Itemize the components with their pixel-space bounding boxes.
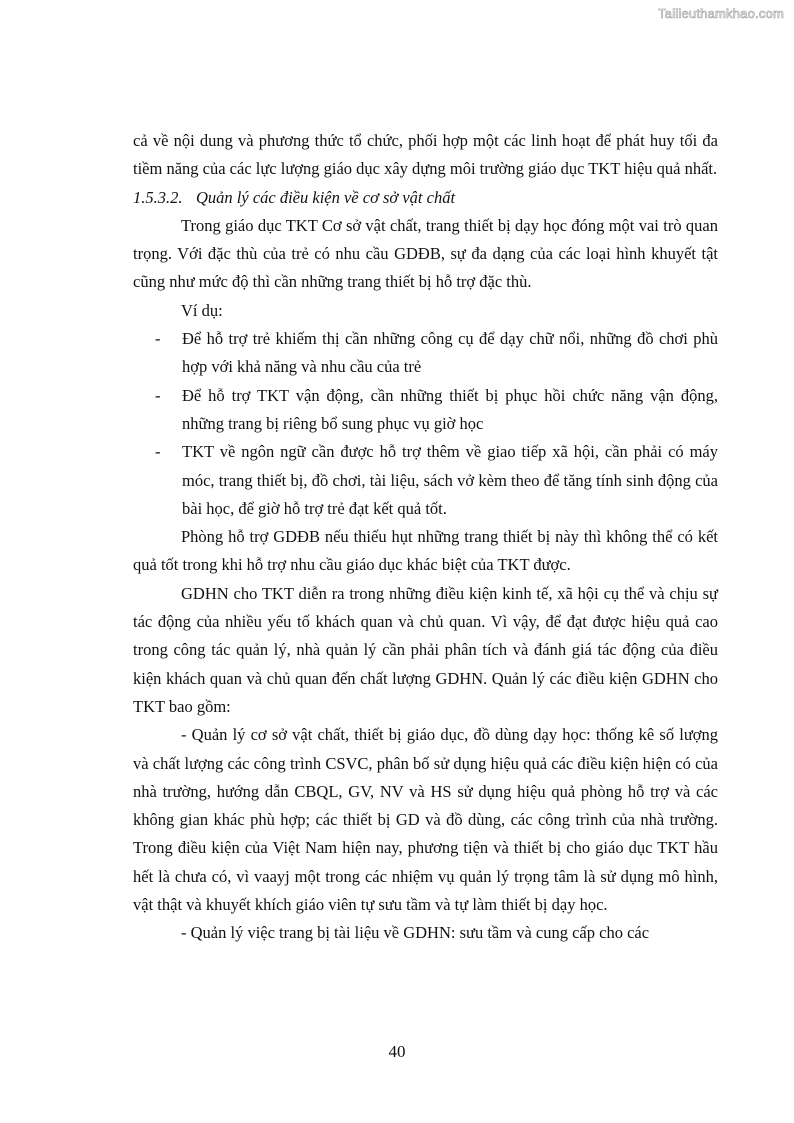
section-number: 1.5.3.2. [133, 187, 183, 207]
paragraph-facilities-management: - Quản lý cơ sở vật chất, thiết bị giáo dục, đồ dùng dạy học: thống kê số lượng và chất lượng các công trình CSVC, phân bố sử dụng hiệu quả các điều kiện hiện có của nhà trường, hướng dẫn CBQL, GV, NV và HS sử dụng hiệu quả phòng hỗ trợ và các không gian khác phù hợp; các thiết bị GD và đồ dùng, các công trình của nhà trường. Trong điều kiện của Việt Nam hiện nay, phương tiện và thiết bị cho giáo dục TKT hầu hết là chưa có, vì vaayj một trong các nhiệm vụ quản lý trọng tâm là sử dụng mô hình, vật thật và khuyết khích giáo viên tự sưu tầm và tự làm thiết bị dạy học. [133, 725, 718, 915]
intro-paragraph: cả về nội dung và phương thức tổ chức, phối hợp một các linh hoạt để phát huy tối đa tiềm năng của các lực lượng giáo dục xây dựng môi trường giáo dục TKT hiệu quả nhất. [133, 131, 718, 179]
bullet-list [133, 325, 718, 523]
section-heading [133, 184, 718, 212]
example-label: Ví dụ: [181, 300, 223, 320]
bullet-item [133, 325, 718, 382]
paragraph-materials-management: - Quản lý việc trang bị tài liệu về GDHN: sưu tầm và cung cấp cho các [181, 923, 650, 943]
document-page [133, 127, 718, 948]
paragraph-support-room: Phòng hỗ trợ GDĐB nếu thiếu hụt những trang thiết bị này thì không thể có kết quả tốt trong khi hỗ trợ nhu cầu giáo dục khác biệt của TKT được. [133, 527, 718, 575]
section-title: Quản lý các điều kiện về cơ sở vật chất [196, 187, 456, 207]
dash-marker: - [155, 385, 161, 405]
page-number: 40 [388, 1042, 406, 1061]
bullet-item [133, 382, 718, 439]
bullet-item [133, 438, 718, 523]
bullet-text: Để hỗ trợ trẻ khiếm thị cần những công cụ để dạy chữ nổi, những đồ chơi phù hợp với khả năng và nhu cầu của trẻ [182, 329, 718, 377]
dash-marker: - [155, 329, 161, 349]
paragraph-facilities-role: Trong giáo dục TKT Cơ sở vật chất, trang thiết bị dạy học đóng một vai trò quan trọng. Với đặc thù của trẻ có nhu cầu GDĐB, sự đa dạng của các loại hình khuyết tật cũng như mức độ thì cần những trang thiết bị hỗ trợ đặc thù. [133, 215, 718, 292]
paragraph-gdhn-conditions: GDHN cho TKT diễn ra trong những điều kiện kinh tế, xã hội cụ thể và chịu sự tác động của nhiều yếu tố khách quan và chủ quan. Vì vậy, để đạt được hiệu quả cao trong công tác quản lý, nhà quản lý cần phải phân tích và đánh giá tác động của điều kiện khách quan và chủ quan đến chất lượng GDHN. Quản lý các điều kiện GDHN cho TKT bao gồm: [133, 583, 718, 716]
bullet-text: TKT về ngôn ngữ cần được hỗ trợ thêm về giao tiếp xã hội, cần phải có máy móc, trang thiết bị, đồ chơi, tài liệu, sách vở kèm theo để tăng tính sinh động của bài học, để giờ hỗ trợ trẻ đạt kết quả tốt. [182, 442, 718, 518]
bullet-text: Để hỗ trợ TKT vận động, cần những thiết bị phục hồi chức năng vận động, những trang bị riêng bổ sung phục vụ giờ học [182, 385, 718, 433]
dash-marker: - [155, 442, 161, 462]
watermark: Tailieuthamkhao.com [658, 6, 784, 21]
